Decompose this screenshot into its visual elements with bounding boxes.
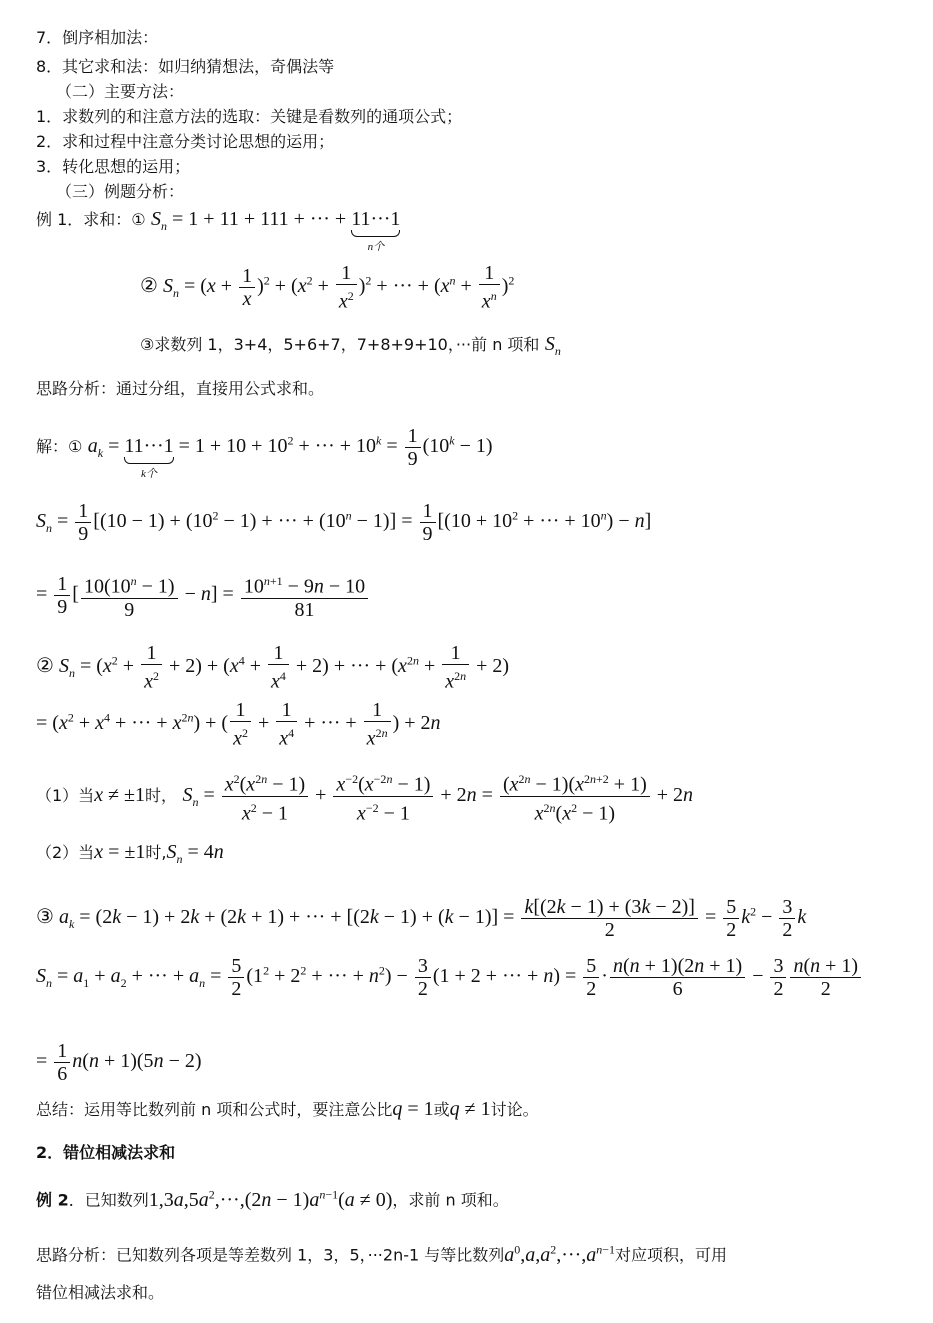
solution-label: 解：① — [36, 437, 83, 457]
case-2-when: 时, — [145, 843, 167, 862]
idea-2-text: 思路分析：已知数列各项是等差数列 1，3，5，···2n-1 与等比数列 — [36, 1245, 505, 1265]
example-1-part-2 — [140, 262, 514, 313]
main-method-2: 2．求和过程中注意分类讨论思想的运用； — [36, 132, 335, 151]
case-1-when: 时， — [145, 785, 178, 805]
main-method-3: 3．转化思想的运用； — [36, 157, 191, 176]
heading-main-methods: （二）主要方法： — [56, 82, 185, 101]
summary-text: 总结：运用等比数列前 n 项和公式时，要注意公比 — [36, 1100, 393, 1119]
solution-3-ak: ③ $a_k = (2k - 1) + 2k + (2k + 1)$ + ··· + [(2k − 1) + (k − 1)] = $\frac{k[(2k - 1) + (3k - 2)]}{2}$ = $\frac{5}{2}$ $k^2$ − $\frac{3}{2}$ k — [36, 896, 807, 941]
heading-examples: （三）例题分析： — [56, 182, 185, 201]
example-2-label: 例 2 — [36, 1190, 69, 1210]
underbrace-label: n个 — [367, 241, 385, 253]
formula-sn-2: ② $S_n = (x$ + $\frac{1}{x}$ )$^2 + (x^2$ + $\frac{1}{x^2}$ )$^2$ + ··· + ($x^n$ + $\frac{1}{x^n}$ )$^2$ — [140, 262, 515, 313]
section-2-title: 2．错位相减法求和 — [36, 1143, 176, 1162]
summary-or: 或 — [433, 1100, 450, 1119]
solution-3-result: = $\frac{1}{6}$ n(n + 1)(5n − 2) — [36, 1040, 202, 1085]
example-1-part-3: ③求数列 1，3+4，5+6+7，7+8+9+10，···前 n 项和 $S_n$ — [140, 333, 561, 358]
solution-2-case-1: （1）当x ≠ ±1时， $S_n$ = $\frac{x^2(x^{2n} - 1)}{x^2 - 1}$ + $\frac{x^{-2}(x^{-2n} - 1)}{x^{-2} - 1}$ + 2n = $\frac{(x^{2n} - 1)(x^{2n+2} + 1)}{x^{2n}(x^2 - 1)}$ + 2n — [36, 768, 693, 824]
part-3-text: ③求数列 1，3+4，5+6+7，7+8+9+10，···前 n 项和 — [140, 335, 540, 354]
solution-2-sn: ② $S_n = (x^2$ + $\frac{1}{x^2}$ + $2) + (x^4$ + $\frac{1}{x^4}$ + 2) + ··· + ($x^{2n}$ + $\frac{1}{x^{2n}}$ + 2) — [36, 642, 510, 693]
example-1-part-1 — [36, 208, 401, 253]
solution-3-sn: $S_n = a_1 + a_2$ + ··· + $a_n$ = $\frac{5}{2}$ ($1^2 + 2^2$ + ··· + $n^2$) − $\frac{3}{2}$ (1 + 2 + ··· + n) = $\frac{5}{2}$ · $\frac{n(n + 1)(2n + 1)}{6}$ − $\frac{3}{2}$ $\frac{n(n + 1)}{2}$ — [36, 955, 863, 1000]
method-8: 8．其它求和法：如归纳猜想法，奇偶法等 — [36, 57, 335, 76]
solution-1-ak: 解：① $a_k = 11\cdot\cdot\cdot 1$ k个 = $1 + 10 + 10^2$ + ··· + $10^k$ = $\frac{1}{9}$ $(10^k - 1)$ — [36, 425, 493, 470]
idea-2-line-1: 思路分析：已知数列各项是等差数列 1，3，5，···2n-1 与等比数列$a^0,a,a^2,\cdot\cdot\cdot,a^{n-1}$对应项积，可用 — [36, 1242, 728, 1266]
idea-2-line-2: 错位相减法求和。 — [36, 1283, 165, 1302]
method-7: 7．倒序相加法： — [36, 28, 159, 47]
solution-1-result: = $\frac{1}{9}$ [ $\frac{10(10^n - 1)}{9}$ − n] = $\frac{10^{n+1} - 9n - 10}{81}$ — [36, 570, 370, 621]
example-1-label: 例 1．求和：① — [36, 210, 146, 229]
solution-2-regroup: = ($x^2 + x^4$ + ··· + $x^{2n}$) + ( $\frac{1}{x^2}$ + $\frac{1}{x^4}$ + ··· + $\frac{1}{x^{2n}}$ ) + 2n — [36, 699, 441, 750]
main-method-1: 1．求数列的和注意方法的选取：关键是看数列的通项公式； — [36, 107, 463, 126]
case-2-label: （2）当 — [36, 843, 95, 862]
formula-sn-1: $S_n = 1 + 11 + 111$ + ··· + 11···1 n个 — [151, 208, 400, 230]
solution-2-case-2: （2）当x = ±1时$,S_n = 4n$ — [36, 841, 224, 866]
idea-1: 思路分析：通过分组，直接用公式求和。 — [36, 379, 325, 398]
underbrace-k-label: k个 — [141, 468, 157, 481]
summary-end: 讨论。 — [490, 1100, 539, 1119]
example-2: 例 2．已知数列$1,3a,5a^2,\cdot\cdot\cdot,(2n - 1)a^{n-1}(a \ne 0)$，求前 n 项和。 — [36, 1187, 509, 1211]
summary: 总结：运用等比数列前 n 项和公式时，要注意公比q = 1或q ≠ 1讨论。 — [36, 1098, 539, 1120]
idea-2-text-end: 对应项积，可用 — [615, 1245, 728, 1265]
solution-1-sn: $S_n$ = $\frac{1}{9}$ [$(10 - 1) + (10^2 - 1)$ + ··· + $(10^n - 1)$] = $\frac{1}{9}$ [($10 + 10^2$ + ··· + $10^n) - n$] — [36, 500, 652, 545]
case-1-label: （1）当 — [36, 785, 95, 805]
example-2-ask: ，求前 n 项和。 — [392, 1190, 509, 1210]
example-2-text: ．已知数列 — [68, 1190, 149, 1210]
